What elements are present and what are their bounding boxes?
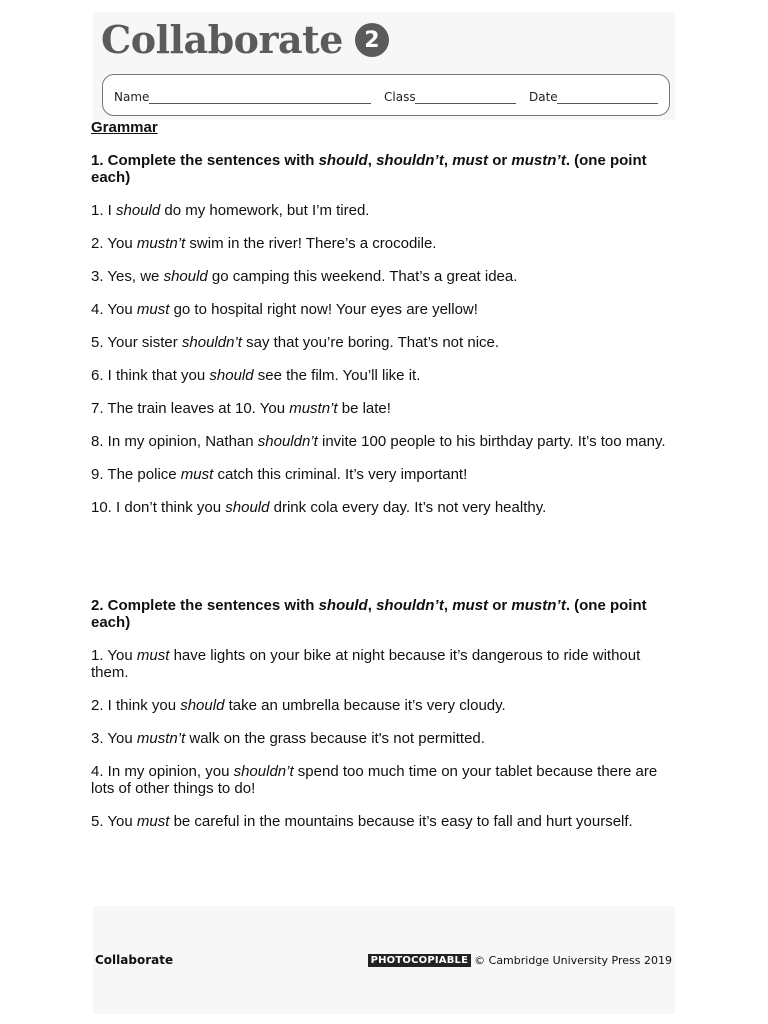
sentence-item [91, 647, 679, 681]
sentence-text: , [443, 597, 453, 614]
sentence-text: 1. Complete the sentences with [91, 152, 319, 169]
modal-verb: must [452, 152, 489, 169]
collaborate-logo [101, 14, 389, 66]
modal-verb: mustn’t [136, 730, 186, 747]
sentence-text: 4. In my opinion, you [91, 763, 234, 780]
footer-copyright [368, 954, 672, 967]
sentence-item [91, 400, 679, 417]
modal-verb: should [180, 697, 225, 714]
exercise1-list [91, 202, 679, 516]
sentence-text: 2. Complete the sentences with [91, 597, 319, 614]
sentence-text: 1. You [91, 647, 137, 664]
class-label: Class [384, 90, 416, 104]
sentence-text: , [367, 597, 377, 614]
sentence-text: or [488, 152, 512, 169]
sentence-item [91, 235, 679, 252]
modal-verb: should [163, 268, 208, 285]
sentence-text: 6. I think that you [91, 367, 210, 384]
class-field[interactable] [415, 103, 516, 104]
sentence-text: swim in the river! There’s a crocodile. [185, 235, 437, 252]
section-gap [91, 516, 679, 590]
level-badge: 2 [355, 23, 389, 57]
section-title: Grammar [91, 119, 158, 136]
modal-verb: shouldn’t [257, 433, 318, 450]
modal-verb: shouldn’t [233, 763, 294, 780]
sentence-text: 10. I don’t think you [91, 499, 226, 516]
date-label: Date [529, 90, 558, 104]
sentence-item [91, 433, 679, 450]
modal-verb: mustn’t [136, 235, 186, 252]
sentence-text: or [488, 597, 512, 614]
sentence-text: go camping this weekend. That’s a great idea. [207, 268, 518, 285]
worksheet-content [91, 119, 679, 830]
sentence-item [91, 466, 679, 483]
footer-brand: Collaborate [95, 953, 174, 967]
sentence-text: 5. Your sister [91, 334, 182, 351]
copyright-text: © Cambridge University Press 2019 [474, 954, 672, 967]
sentence-item [91, 268, 679, 285]
modal-verb: mustn’t [511, 597, 566, 614]
modal-verb: should [318, 597, 368, 614]
exercise2-instruction [91, 597, 679, 631]
photocopiable-badge: PHOTOCOPIABLE [368, 954, 472, 967]
sentence-text: invite 100 people to his birthday party. It’s too many. [317, 433, 666, 450]
modal-verb: mustn’t [289, 400, 338, 417]
sentence-text: 4. You [91, 301, 137, 318]
sentence-text: see the film. You’ll like it. [253, 367, 421, 384]
sentence-text: have lights on your bike at night because it’s dangerous to ride without them. [91, 647, 641, 681]
date-field[interactable] [557, 103, 658, 104]
sentence-text: drink cola every day. It’s not very healthy. [269, 499, 547, 516]
sentence-text: , [367, 152, 377, 169]
sentence-text: do my homework, but I’m tired. [160, 202, 370, 219]
modal-verb: shouldn’t [376, 597, 444, 614]
modal-verb: should [318, 152, 368, 169]
modal-verb: should [209, 367, 254, 384]
exercise2-list [91, 647, 679, 830]
sentence-text: 8. In my opinion, Nathan [91, 433, 258, 450]
sentence-text: walk on the grass because it's not permitted. [185, 730, 485, 747]
name-label: Name [114, 90, 150, 104]
sentence-text: catch this criminal. It’s very important! [213, 466, 468, 483]
sentence-text: 2. I think you [91, 697, 181, 714]
sentence-text: spend too much time on your tablet because there are lots of other things to do! [91, 763, 658, 797]
sentence-item [91, 202, 679, 219]
sentence-item [91, 499, 679, 516]
sentence-item [91, 813, 679, 830]
sentence-text: . (one point each) [91, 152, 647, 186]
sentence-item [91, 367, 679, 384]
modal-verb: must [136, 301, 170, 318]
sentence-item [91, 334, 679, 351]
sentence-text: go to hospital right now! Your eyes are yellow! [169, 301, 478, 318]
sentence-text: 3. You [91, 730, 137, 747]
sentence-text: 5. You [91, 813, 137, 830]
sentence-text: 3. Yes, we [91, 268, 164, 285]
sentence-item [91, 763, 679, 797]
sentence-text: , [443, 152, 453, 169]
sentence-text: 9. The police [91, 466, 181, 483]
modal-verb: should [225, 499, 270, 516]
sentence-item [91, 301, 679, 318]
modal-verb: shouldn’t [181, 334, 242, 351]
sentence-text: 7. The train leaves at 10. You [91, 400, 290, 417]
sentence-text: 1. I [91, 202, 117, 219]
sentence-text: say that you’re boring. That’s not nice. [241, 334, 500, 351]
modal-verb: mustn’t [511, 152, 566, 169]
logo-wordmark: Collaborate [101, 17, 343, 62]
sentence-text: be careful in the mountains because it’s easy to fall and hurt yourself. [169, 813, 633, 830]
modal-verb: should [116, 202, 161, 219]
student-info-box [102, 74, 670, 116]
name-field[interactable] [149, 103, 371, 104]
sentence-text: 2. You [91, 235, 137, 252]
modal-verb: must [180, 466, 214, 483]
sentence-item [91, 730, 679, 747]
sentence-item [91, 697, 679, 714]
sentence-text: . (one point each) [91, 597, 647, 631]
modal-verb: must [452, 597, 489, 614]
sentence-text: take an umbrella because it’s very cloudy. [224, 697, 506, 714]
modal-verb: shouldn’t [376, 152, 444, 169]
exercise1-instruction [91, 152, 679, 186]
sentence-text: be late! [337, 400, 391, 417]
modal-verb: must [136, 647, 170, 664]
modal-verb: must [136, 813, 170, 830]
